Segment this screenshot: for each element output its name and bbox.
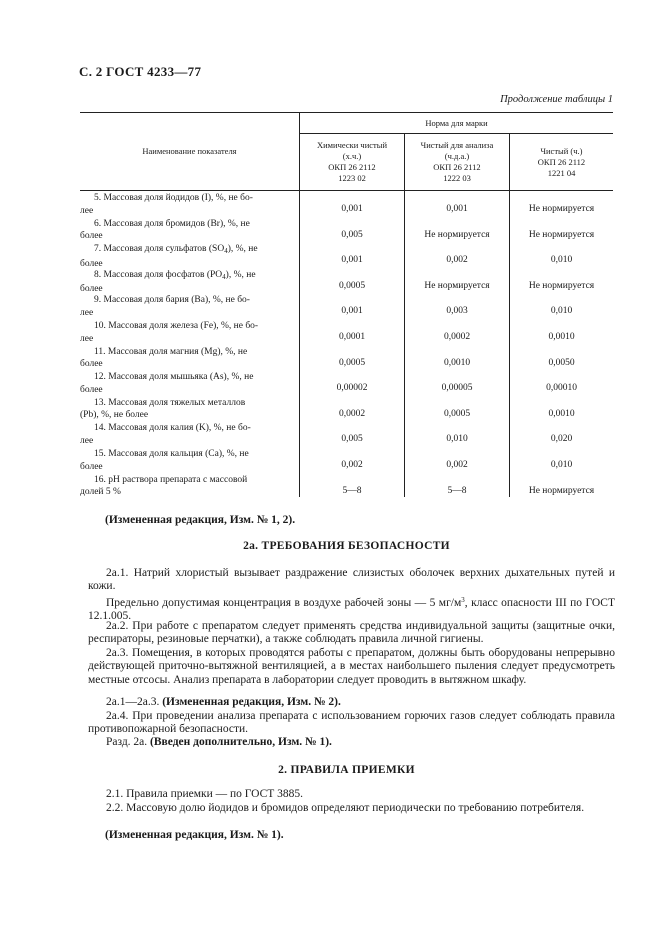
table-cell: 0,010	[550, 306, 573, 317]
paragraph-2a3: 2а.3. Помещения, в которых проводятся работы с препаратом, должны быть оборудованы непрерывно действующей приточно-вытяжной вентиляцией, а в местах наибольшего пыления следует предусмотреть местные отсосы. Анализ препарата в лаборатории следует проводить в вытяжном шкафу.	[88, 647, 615, 686]
table-cell: 0,001	[341, 255, 363, 266]
paragraph-2a2: 2а.2. При работе с препаратом следует применять средства индивидуальной защиты (защитные очки, респираторы, резиновые перчатки), а также соблюдать правила личной гигиены.	[88, 620, 615, 646]
table-cell: 0,005	[341, 434, 363, 445]
table-cell: 0,005	[341, 229, 363, 240]
table-cell: 0,0005	[443, 408, 471, 419]
table-row-name: 5. Массовая доля йодидов (I), %, не бо- лее	[80, 193, 253, 216]
table-cell: 0,003	[446, 306, 468, 317]
table-cell: 5—8	[342, 485, 362, 496]
table-cell: 0,001	[341, 204, 363, 214]
table-row-name: 9. Массовая доля бария (Ba), %, не бо- лее	[80, 295, 250, 318]
table-cell: 0,010	[446, 434, 468, 445]
table-cell: 0,002	[446, 460, 468, 470]
amendment-note: (Измененная редакция, Изм. № 1, 2).	[105, 514, 296, 526]
grade-header: Химически чистый (х.ч.) ОКП 26 2112 1223 02	[316, 140, 388, 183]
section-2a-title: 2а. ТРЕБОВАНИЯ БЕЗОПАСНОСТИ	[243, 540, 450, 552]
table-cell: 0,020	[550, 434, 573, 445]
table-row-name: 11. Массовая доля магния (Mg), %, не более	[80, 346, 248, 370]
table-cell: 0,010	[550, 255, 573, 266]
table-cell: Не нормируется	[528, 204, 595, 214]
column-header-name: Наименование показателя	[142, 146, 237, 156]
grade-header: Чистый для анализа (ч.д.а.) ОКП 26 2112 1222 03	[420, 140, 494, 183]
table-cell: Не нормируется	[528, 280, 595, 291]
table-cell: 0,00005	[441, 383, 473, 394]
paragraph-2-2: 2.2. Массовую долю йодидов и бромидов определяют периодически по требованию потребителя.	[106, 802, 585, 814]
table-row-name: 15. Массовая доля кальция (Ca), %, не более	[80, 449, 249, 472]
column-header-norm: Норма для марки	[425, 118, 488, 128]
paragraph-2a1-2a3-amend: 2а.1—2а.3. (Измененная редакция, Изм. № 2).	[106, 696, 341, 708]
table-cell: Не нормируется	[528, 485, 595, 496]
table-row-name: 10. Массовая доля железа (Fe), %, не бо- лее	[80, 321, 259, 344]
table-cell: 0,00002	[336, 383, 368, 394]
table-cell: 0,001	[341, 306, 363, 317]
table-cell: 0,0010	[548, 332, 575, 342]
paragraph-2a1: 2а.1. Натрий хлористый вызывает раздражение слизистых оболочек верхних дыхательных путей и кожи.	[88, 567, 615, 593]
table-cell: Не нормируется	[424, 229, 490, 240]
norm-header-rule	[300, 133, 613, 134]
table-row-name: 6. Массовая доля бромидов (Br), %, не более	[80, 218, 250, 242]
table-cell: Не нормируется	[528, 229, 595, 240]
section-2-title: 2. ПРАВИЛА ПРИЕМКИ	[278, 764, 415, 776]
table-row-name: 14. Массовая доля калия (K), %, не бо- лее	[80, 423, 251, 446]
table-row-name: 12. Массовая доля мышьяка (As), %, не более	[80, 372, 254, 395]
paragraph-2-1: 2.1. Правила приемки — по ГОСТ 3885.	[106, 788, 304, 800]
table-row-name: 16. pH раствора препарата с массовой долей 5 %	[80, 474, 248, 498]
table-cell: 0,002	[446, 255, 468, 266]
table-cell: 0,0005	[338, 280, 366, 291]
table-cell: 0,002	[341, 460, 363, 470]
table-cell: Не нормируется	[424, 280, 490, 291]
table-cell: 0,010	[550, 460, 573, 470]
table-cell: 0,0002	[338, 408, 366, 419]
table-row-name: 7. Массовая доля сульфатов $(SO_4)$, %, не более	[80, 244, 258, 269]
table-top-rule	[80, 112, 613, 113]
paragraph-2a4: 2а.4. При проведении анализа препарата с использованием горючих газов следует соблюдать правила противопожарной безопасности.	[88, 710, 615, 736]
amendment-note: (Измененная редакция, Изм. № 1).	[105, 829, 284, 841]
section-2a-note: Разд. 2а. (Введен дополнительно, Изм. № 1).	[106, 736, 332, 748]
table-cell: 0,0002	[443, 332, 471, 342]
table-cell: 0,00010	[546, 383, 577, 394]
table-row-name: 13. Массовая доля тяжелых металлов (Pb), %, не более	[80, 397, 246, 421]
table-cell: 0,0010	[548, 408, 575, 419]
table-continuation-label: Продолжение таблицы 1	[500, 94, 613, 105]
grade-header: Чистый (ч.) ОКП 26 2112 1221 04	[537, 146, 586, 178]
table-cell: 5—8	[447, 485, 467, 496]
table-row-name: 8. Массовая доля фосфатов $(PO_4)$, %, не более	[80, 269, 256, 295]
table-cell: 0,001	[446, 204, 468, 214]
table-cell: 0,0001	[338, 332, 366, 342]
table-cell: 0,0010	[443, 357, 471, 368]
paragraph-2a1-limit: Предельно допустимая концентрация в воздухе рабочей зоны — 5 $мг/м^3$, класс опасности III по ГОСТ 12.1.005.	[88, 596, 616, 623]
table-cell: 0,0050	[548, 357, 575, 368]
page-header: С. 2 ГОСТ 4233—77	[79, 64, 202, 79]
header-bottom-rule	[80, 190, 613, 191]
table-cell: 0,0005	[338, 357, 366, 368]
